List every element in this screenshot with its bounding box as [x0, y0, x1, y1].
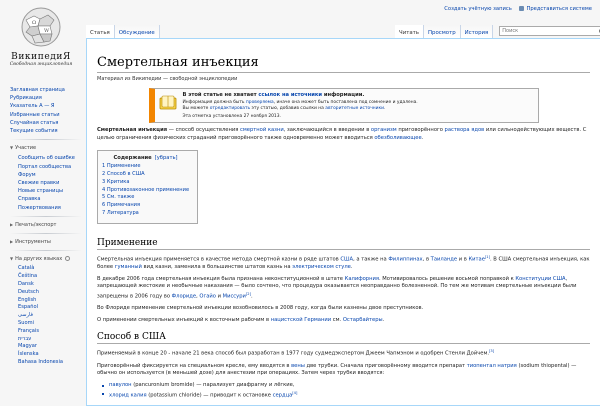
tools-title: Инструменты [15, 239, 51, 246]
site-subtitle: Материал из Википедии — свободной энциклопедии [97, 76, 238, 82]
footnote-link[interactable]: [3] [489, 349, 495, 354]
reliable-sources-link[interactable]: авторитетные источники [325, 106, 385, 111]
lang-link[interactable]: فارسی [18, 312, 33, 319]
link[interactable]: Миссури [222, 293, 246, 300]
list-item: павулон (pancuronium bromide) — парализует диафрагму и лёгкие, [107, 382, 590, 390]
verifiable-link[interactable]: проверяема [245, 100, 274, 105]
lang-link[interactable]: Bahasa Indonesia [18, 359, 63, 366]
sidebar-item-random[interactable]: Случайная статья [10, 119, 59, 126]
section-heading-method: Способ в США [97, 332, 590, 344]
link[interactable]: раствора ядов [444, 127, 485, 133]
login-link[interactable]: Представиться системе [526, 6, 592, 12]
triangle-down-icon: ▼ [10, 145, 14, 151]
personal-tools [444, 6, 592, 12]
sidebar-item-categories[interactable]: Рубрикация [10, 95, 42, 102]
tab-read[interactable]: Читать [395, 25, 424, 38]
link[interactable]: вены [291, 362, 305, 369]
paragraph: Во Флориде применение смертельной инъекции возобновилось в 2008 году, когда были казнены двое преступников. [97, 305, 424, 312]
search-box [499, 26, 600, 36]
triangle-right-icon: ▶ [10, 221, 14, 227]
paragraph: В декабре 2006 года смертельная инъекция была признана неконституционной в штате Калифорния. Мотивировалось решение восьмой поправкой к Конституции США, запрещающей жестокие и необычные наказания — было сочтено, что процедура оказывается неоправданно болезненной. По тем же мотивам смертельные инъекции были запрещены в 2006 году во Флориде, Огайо и Миссури[2]. [97, 275, 577, 300]
sidebar-participation [10, 154, 82, 211]
edit-link[interactable]: отредактировать [209, 106, 251, 111]
sidebar-item-index[interactable]: Указатель А — Я [10, 103, 55, 110]
user-icon [519, 6, 524, 11]
book-icon [159, 94, 177, 112]
page-title: Смертельная инъекция [97, 55, 590, 73]
print-title: Печать/экспорт [15, 221, 57, 228]
sidebar-divider [10, 250, 82, 251]
wikipedia-globe-icon [20, 6, 62, 48]
tab-article[interactable]: Статья [86, 25, 115, 38]
sidebar-tools-header[interactable] [10, 238, 82, 246]
toc-item[interactable]: 2 Способ в США [102, 170, 145, 177]
tab-view-source[interactable]: Просмотр [424, 25, 461, 38]
tab-talk[interactable]: Обсуждение [115, 25, 160, 38]
footnote-link[interactable]: [2] [245, 291, 251, 296]
section-heading-usage: Применение [97, 238, 590, 250]
lang-link[interactable]: Dansk [18, 281, 34, 288]
link[interactable]: США [340, 256, 354, 263]
sidebar-divider [10, 139, 82, 140]
link[interactable]: смертной казни [240, 127, 284, 133]
lang-link[interactable]: Deutsch [18, 288, 39, 295]
sidebar-participation-header[interactable] [10, 144, 82, 152]
main-content [86, 38, 600, 406]
site-logo[interactable] [6, 6, 76, 76]
logo-tagline: Свободная энциклопедия [9, 62, 73, 67]
link[interactable]: Остарбайтеры [342, 316, 383, 323]
tab-history[interactable]: История [461, 25, 494, 38]
notice-title: В этой статье не хватает ссылок на источники информации. [182, 92, 365, 98]
svg-text:Ω: Ω [32, 20, 37, 26]
link[interactable]: обезболивающее [374, 134, 422, 141]
paragraph: О применении смертельных инъекций к восточным рабочим в нацистской Германии см. Остарбайтеры. [97, 316, 385, 323]
sidebar-languages-header[interactable] [10, 255, 82, 263]
sidebar-item-donate[interactable]: Пожертвования [18, 204, 61, 211]
notice-text: Информация должна быть проверяема, иначе она может быть поставлена под сомнение и удалена. Вы можете отредактировать эту статью, добавив ссылки на авторитетные источники. [182, 100, 418, 111]
triangle-down-icon: ▼ [10, 256, 14, 262]
lang-link[interactable]: Magyar [18, 343, 37, 350]
toc-item[interactable]: 4 Противозаконное применение [102, 186, 190, 193]
sidebar-item-new-pages[interactable]: Новые страницы [18, 188, 63, 195]
link[interactable]: организм [370, 127, 397, 133]
lang-link[interactable]: Català [18, 265, 35, 272]
drug-list [107, 382, 590, 400]
intro-paragraph: Смертельная инъекция — способ осуществления смертной казни, заключающийся в введении в организм приговорённого раствора ядов или сильнодействующих веществ. С целью ограничения физических страданий приговорённого также одновременно может вводиться обезболивающее. [97, 127, 587, 141]
table-of-contents [97, 150, 198, 224]
link[interactable]: Таиланде [430, 256, 458, 263]
link[interactable]: хлорид калия [109, 392, 147, 399]
paragraph: Смертельная инъекция применяется в качестве метода смертной казни в ряде штатов США, а также на Филиппинах, в Таиланде и в Китае[1]. В США смертельная инъекция, как более гуманный вид казни, заменила в большинстве штатов казнь на электрическом стуле. [97, 254, 590, 271]
paragraph: Применяемый в конце 20 - начале 21 века способ был разработан в 1977 году судмедэкспертом Джеем Чапмэном и одобрен Стенли Дойчем.[3] [97, 349, 495, 358]
toc-item[interactable]: 7 Литература [102, 209, 139, 216]
participation-title: Участие [15, 145, 37, 152]
toc-item[interactable]: 5 См. также [102, 194, 135, 201]
sidebar-languages [10, 265, 82, 366]
lang-link[interactable]: Íslenska [18, 351, 39, 358]
sidebar-divider [10, 216, 82, 217]
paragraph: Приговорённый фиксируется на специальном кресле, ему вводятся в вены две трубки. Сначала приговорённому вводится препарат тиопентал натрия (sodium thiopental) — обычно он используется (в меньшей дозе) для анестезии при операциях. Затем через трубки вводятся: [97, 362, 577, 377]
lang-link[interactable]: Español [18, 304, 38, 311]
sidebar-item-community-portal[interactable]: Портал сообщества [18, 163, 72, 170]
sidebar-item-report-error[interactable]: Сообщить об ошибке [18, 155, 75, 162]
languages-title: На других языках [15, 256, 63, 263]
notice-box [149, 88, 539, 123]
toc-title: Содержание [113, 155, 152, 162]
link[interactable]: павулон [109, 381, 132, 388]
create-account-link[interactable]: Создать учётную запись [444, 6, 512, 12]
link[interactable]: тиопентал натрия [466, 362, 517, 369]
sources-link[interactable]: ссылок на источники [258, 92, 323, 98]
sidebar-print-header[interactable] [10, 221, 82, 229]
sidebar-item-forum[interactable]: Форум [18, 171, 36, 178]
list-item: хлорид калия (potassium chloride) — приводит к остановке сердца[4] [107, 390, 590, 400]
link[interactable]: сердца [272, 392, 293, 399]
search-input[interactable] [500, 27, 596, 35]
link[interactable]: Калифорния [344, 275, 379, 282]
sidebar-item-current-events[interactable]: Текущие события [10, 128, 58, 135]
link[interactable]: электрическом стуле [292, 264, 351, 271]
lang-link[interactable]: עברית [18, 335, 32, 342]
lang-link[interactable]: Français [18, 327, 39, 334]
footnote-link[interactable]: [4] [292, 390, 298, 395]
link[interactable]: гуманный [114, 264, 142, 271]
footnote-link[interactable]: [1] [484, 254, 490, 259]
toc-item[interactable]: 3 Критика [102, 178, 130, 185]
lang-link[interactable]: English [18, 296, 37, 303]
sidebar-item-main-page[interactable]: Заглавная страница [10, 87, 65, 93]
sidebar [10, 86, 82, 367]
sidebar-item-help[interactable]: Справка [18, 196, 41, 203]
sidebar-divider [10, 233, 82, 234]
link[interactable]: Огайо [199, 293, 216, 300]
namespace-tabs [86, 25, 160, 38]
link[interactable]: нацистской Германии [270, 316, 332, 323]
link[interactable]: Флориде [171, 293, 197, 300]
sidebar-item-featured[interactable]: Избранные статьи [10, 111, 60, 118]
lang-link[interactable]: Čeština [18, 273, 38, 280]
link[interactable]: Конституции США [515, 275, 566, 282]
lang-link[interactable]: Suomi [18, 320, 34, 327]
sidebar-item-recent-changes[interactable]: Свежие правки [18, 180, 60, 187]
notice-date: Эта отметка установлена 27 ноября 2013. [182, 114, 281, 119]
svg-text:W: W [44, 28, 50, 34]
gear-icon[interactable] [65, 256, 70, 261]
toc-item[interactable]: 6 Примечания [102, 202, 141, 209]
toc-item[interactable]: 1 Применение [102, 163, 141, 170]
link[interactable]: Китае [468, 256, 485, 263]
view-tabs [395, 25, 600, 38]
sidebar-navigation [10, 86, 82, 135]
link[interactable]: Филиппинах [388, 256, 423, 263]
toc-hide-link[interactable]: [убрать] [154, 155, 178, 162]
triangle-right-icon: ▶ [10, 239, 14, 245]
logo-wordmark: ВикипедиЯ [11, 52, 71, 62]
